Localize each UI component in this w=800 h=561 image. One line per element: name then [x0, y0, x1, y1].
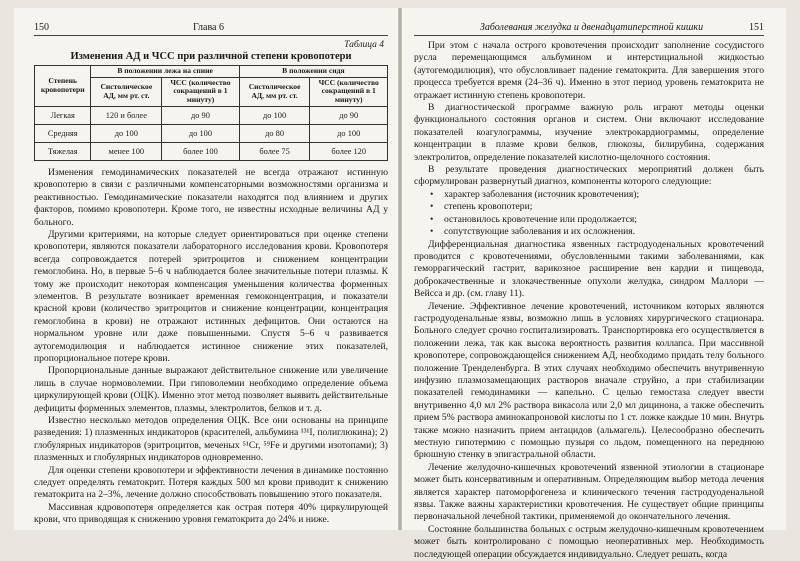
cell-value: менее 100: [91, 142, 162, 160]
body-paragraph: Состояние большинства больных с острым желудочно-кишечным кровотечением может быть контролировано с помощью неоперативных мер. Необходимость последующей операции обсуждается индивидуально. Следует решать, когда: [414, 523, 764, 560]
header-hr-lying: ЧСС (количество сокращений в 1 минуту): [162, 77, 240, 106]
page-number: 151: [749, 22, 764, 33]
body-paragraph: Изменения гемодинамических показателей не всегда отражают истинную кровопотерю в связи с различными компенсаторными возможностями организма и реактивностью. Гемодинамические показатели находятся под влиянием и других факторов, помимо кровопотери. Кроме того, не известны исходные величины АД у больного.: [34, 166, 388, 228]
body-paragraph: Лечение желудочно-кишечных кровотечений язвенной этиологии в стационаре может быть консервативным и оперативным. Определяющим выбор метода лечения является характер патоморфогенеза и клинического течения гастродуоденальной язвы. Также важны характеристики кровотечения. Не существует общие принципы первоначальной лечебной тактики, применяемой до окончательного лечения.: [414, 461, 764, 523]
left-page: [14, 8, 398, 530]
body-paragraph: Для оценки степени кровопотери и эффективности лечения в динамике постоянно следует определять гематокрит. Потеря каждых 500 мл крови приводит к снижению гематокрита на 2–3%, лечение должно способствовать повышению этого показателя.: [34, 464, 388, 501]
header-group-lying: В положении лежа на спине: [91, 66, 239, 78]
cell-value: 120 и более: [91, 106, 162, 124]
body-paragraph: Пропорциональные данные выражают действительное снижение или увеличение лишь в случае нормоволемии. При гиповолемии необходимо определение объема циркулирующей крови (ОЦК). Именно этот метод позволяет выявить действительные дефициты форменных элементов, плазмы, электролитов, белков и т. д.: [34, 365, 388, 414]
header-degree: Степень кровопотери: [35, 66, 91, 107]
body-paragraph: В результате проведения диагностических мероприятий должен быть сформулирован развернутый диагноз, компоненты которого следующие:: [414, 164, 764, 188]
header-group-sitting: В положении сидя: [239, 66, 387, 78]
cell-value: до 90: [162, 106, 240, 124]
section-title: Заболевания желудка и двенадцатиперстной кишки: [479, 22, 704, 33]
list-item: • характер заболевания (источник кровотечения);: [444, 189, 764, 201]
blood-loss-table: [34, 65, 388, 161]
cell-value: до 100: [310, 124, 388, 142]
cell-value: более 120: [310, 142, 388, 160]
header-sys-sitting: Систолическое АД, мм рт. ст.: [239, 77, 310, 106]
page-number: 150: [34, 22, 49, 33]
table-row: [35, 142, 388, 160]
table-title: Изменения АД и ЧСС при различной степени кровопотери: [70, 51, 352, 62]
body-paragraph: Лечение. Эффективное лечение кровотечений, источником которых являются гастродуоденальные язвы, возможно лишь в условиях хирургического стационара. Больного следует срочно госпитализировать. Транспортировка его осуществляется в положении лежа, так как высока вероятность развития коллапса. При массивной кровопотере, сопровождающейся снижением АД, необходимо придать телу больного положение Тренделенбурга. В этих случаях необходимо обеспечить внутривенную инфузию плазмозамещающих растворов вначале струйно, а при стабилизации показателей гемодинамики — капельно. С целью гемостаза следует ввести внутривенно 4,0 мл 2% раствора викасола или 2,0 мл дицинона, а также обеспечить прием 5% раствора аминокапроновой кислоты по 1 ст. ложке каждые 10 мин. Внутрь также можно назначить прием антацидов (альмагель). Целесообразно обеспечить местную гипотермию с помощью пузыря со льдом, помещенного на переднюю брюшную стенку в эпигастральной области.: [414, 300, 764, 461]
list-item: • сопутствующие заболевания и их осложнения.: [444, 226, 764, 238]
cell-value: до 90: [310, 106, 388, 124]
table-row: [35, 124, 388, 142]
body-paragraph: Дифференциальная диагностика язвенных гастродуоденальных кровотечений проводится с кровотечениями, обусловленными такими заболеваниями, как геморрагический гастрит, варикозное расширение вен кардии и пищевода, доброкачественные и злокачественные опухоли желудка, синдром Маллори — Вейсса и др. (см. главу 11).: [414, 238, 764, 300]
cell-value: до 100: [91, 124, 162, 142]
list-item: • остановилось кровотечение или продолжается;: [444, 214, 764, 226]
cell-value: более 100: [162, 142, 240, 160]
right-page-header: [414, 22, 764, 36]
cell-value: до 100: [239, 106, 310, 124]
cell-degree: Тяжелая: [35, 142, 91, 160]
header-hr-sitting: ЧСС (количество сокращений в 1 минуту): [310, 77, 388, 106]
cell-degree: Легкая: [35, 106, 91, 124]
body-paragraph: При этом с начала острого кровотечения происходит заполнение сосудистого русла перемещающимся альбумином и интерстициальной жидкостью (аутогемодилюция), что обусловливает падение гематокрита. Для завершения этого процесса требуется время (24–36 ч). Именно в этот период уровень гематокрита не отражает истинную степень кровопотери.: [414, 40, 764, 101]
body-paragraph: Массивная кдровопотеря определяется как острая потеря 40% циркулирующей крови, что приводящая к снижению уровня гематокрита до 24% и ниже.: [34, 501, 388, 526]
body-paragraph: В диагностической программе важную роль играют методы оценки функционального состояния органов и систем. Они включают исследование показателей коагулограммы, изучение электрокардиограммы, определение концентрации в плазме крови белков, глюкозы, билирубина, содержания электролитов, определение показателей кислотно-щелочного состояния.: [414, 102, 764, 163]
list-item: • степень кровопотери;: [444, 201, 764, 213]
cell-value: до 100: [162, 124, 240, 142]
left-page-header: [34, 22, 388, 36]
diagnosis-components-list: [414, 189, 764, 239]
body-paragraph: Известно несколько методов определения ОЦК. Все они основаны на принципе разведения: 1) плазменных индикаторов (красителей, альбумина ¹³¹I, полиглюкина); 2) глобулярных индикаторов (эритроцитов, меченых ⁵¹Cr, ⁵⁹Fe и другими изотопами); 3) плазменных и глобулярных индикаторов одновременно.: [34, 415, 388, 464]
header-sys-lying: Систолическое АД, мм рт. ст.: [91, 77, 162, 106]
body-paragraph: Другими критериями, на которые следует ориентироваться при оценке степени кровопотери, являются показатели лабораторного исследования крови. Кровопотеря всегда сопровождается потерей эритроцитов и снижением концентрации гемоглобина. Но, в первые 5–6 ч наблюдается более значительные потери плазмы. К тому же происходит некоторая компенсация уменьшения количества форменных элементов. В результате возникает временная гемоконцентрация, и показатели красной крови (количество эритроцитов и снижение концентрации, концентрация гемоглобина в крови) не отражают истинных дефицитов. Они остаются на нормальном уровне или даже повышенными. Спустя 5–6 ч развивается аутогемодилюция и наблюдается истинное снижение этих показателей, пропорциональное потере крови.: [34, 228, 388, 364]
chapter-title: Глава 6: [193, 22, 224, 33]
cell-value: более 75: [239, 142, 310, 160]
right-page: [402, 8, 786, 560]
cell-value: до 80: [239, 124, 310, 142]
table-row: [35, 106, 388, 124]
cell-degree: Средняя: [35, 124, 91, 142]
table-caption: Таблица 4: [344, 40, 384, 50]
